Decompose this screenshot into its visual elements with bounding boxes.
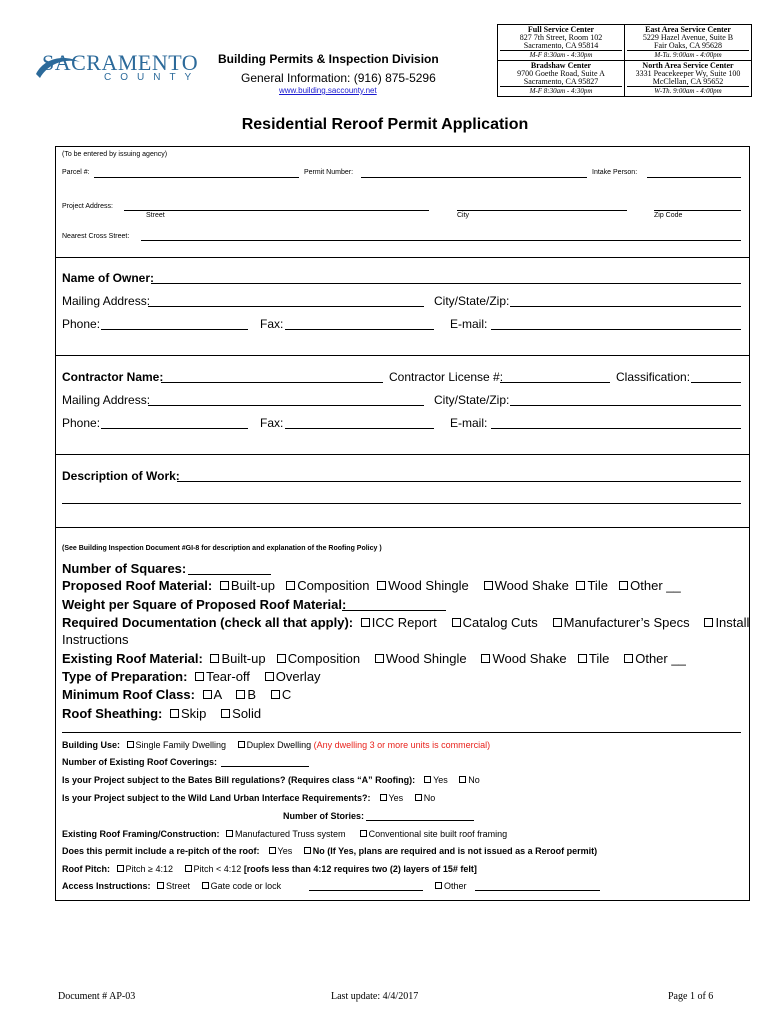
wildland-yes-checkbox[interactable] [380,794,387,801]
min-class-row [62,687,291,702]
prep-opt-label: Tear-off [206,669,250,684]
weight-label: Weight per Square of Proposed Roof Material: [62,597,347,612]
prep-overlay-checkbox[interactable] [265,672,274,681]
contractor-fax-field[interactable] [285,428,434,429]
proposed-opt-label: Tile [587,578,608,593]
squares-field[interactable] [188,574,271,575]
owner-phone-label: Phone: [62,317,101,331]
section-divider [55,257,750,258]
website-link[interactable]: www.building.saccounty.net [279,86,377,95]
required-doc-row [62,615,749,630]
agency-note: (To be entered by issuing agency) [62,151,168,158]
owner-email-field[interactable] [491,329,741,330]
owner-csz-label: City/State/Zip: [434,294,510,308]
existing-opt-label: Composition [287,651,361,666]
permit-field[interactable] [361,177,587,178]
county-logo [34,48,201,88]
access-other-checkbox[interactable] [435,882,442,889]
bates-no-checkbox[interactable] [459,776,466,783]
proposed-opt-label: Other __ [630,578,681,593]
framing-opt-label: Manufactured Truss system [235,829,346,839]
proposed-composition-checkbox[interactable] [286,581,295,590]
proposed-other-checkbox[interactable] [619,581,628,590]
roofing-policy-note: (See Building Inspection Document #GI-8 for description and explanation of the Roofing Policy ) [62,545,382,552]
weight-field[interactable] [342,610,446,611]
required-opt-label: ICC Report [371,615,437,630]
contractor-license-label: Contractor License #: [389,370,504,384]
work-description-field-1[interactable] [177,481,741,482]
section-divider [55,355,750,356]
owner-fax-label: Fax: [260,317,284,331]
access-gate-checkbox[interactable] [202,882,209,889]
required-install-checkbox[interactable] [704,618,713,627]
building-use-row [62,740,490,750]
proposed-material-label: Proposed Roof Material: [62,578,213,593]
contractor-csz-label: City/State/Zip: [434,393,510,407]
sheathing-solid-checkbox[interactable] [221,709,230,718]
street-caption: Street [146,212,165,219]
page-number: Page 1 of 6 [668,991,714,1002]
proposed-tile-checkbox[interactable] [576,581,585,590]
required-opt-label: Catalog Cuts [462,615,538,630]
form-frame [55,146,750,901]
required-doc-label: Required Documentation (check all that apply): [62,615,354,630]
framing-truss-checkbox[interactable] [226,830,233,837]
sheathing-row [62,706,261,721]
repitch-yes-checkbox[interactable] [269,847,276,854]
pitch-label: Roof Pitch: [62,864,110,874]
required-opt-label: Install [715,615,750,630]
bates-label: Is your Project subject to the Bates Bill regulations? (Requires class “A” Roofing): [62,775,416,785]
existing-composition-checkbox[interactable] [277,654,286,663]
proposed-opt-label: Composition [297,578,370,593]
access-opt-label: Street [166,881,191,891]
proposed-opt-label: Wood Shake [494,578,569,593]
access-opt-label: Other [444,881,467,891]
preparation-label: Type of Preparation: [62,669,188,684]
instructions-continued: Instructions [62,632,129,647]
center-full-service: Full Service Center 827 7th Street, Room 102 Sacramento, CA 95814 M-F 8:30am - 4:30pm [498,25,625,61]
class-a-checkbox[interactable] [203,690,212,699]
repitch-label: Does this permit include a re-pitch of the roof: [62,846,260,856]
document-number: Document # AP-03 [58,991,136,1002]
yes-label: Yes [433,775,448,785]
gate-code-field[interactable] [309,890,423,891]
division-title: Building Permits & Inspection Division [218,52,439,66]
classification-field[interactable] [691,382,741,383]
prep-opt-label: Overlay [275,669,321,684]
bates-yes-checkbox[interactable] [424,776,431,783]
existing-material-row [62,651,686,666]
access-row [62,881,281,891]
framing-conventional-checkbox[interactable] [360,830,367,837]
sheathing-opt-label: Solid [232,706,262,721]
existing-other-checkbox[interactable] [624,654,633,663]
class-c-checkbox[interactable] [271,690,280,699]
logo-sub-text: COUNTY [104,72,201,83]
required-icc-checkbox[interactable] [361,618,370,627]
required-specs-checkbox[interactable] [553,618,562,627]
min-class-label: Minimum Roof Class: [62,687,195,702]
contractor-name-label: Contractor Name: [62,370,164,384]
project-address-label: Project Address: [62,203,113,210]
required-opt-label: Manufacturer’s Specs [563,615,690,630]
existing-material-label: Existing Roof Material: [62,651,203,666]
preparation-row [62,669,321,684]
section-divider [55,527,750,528]
existing-opt-label: Built-up [221,651,266,666]
class-b-checkbox[interactable] [236,690,245,699]
bates-row [62,775,480,785]
owner-csz-field[interactable] [510,306,741,307]
general-info: General Information: (916) 875-5296 [241,71,436,85]
owner-email-label: E-mail: [450,317,488,331]
center-east-area: East Area Service Center 5229 Hazel Avenue, Suite B Fair Oaks, CA 95628 M-Tu. 9:00am - 4:00pm [625,25,752,61]
contractor-csz-field[interactable] [510,405,741,406]
contractor-name-field[interactable] [161,382,383,383]
proposed-opt-label: Wood Shingle [388,578,469,593]
commercial-note: (Any dwelling 3 or more units is commercial) [313,740,491,750]
existing-tile-checkbox[interactable] [578,654,587,663]
wildland-no-checkbox[interactable] [415,794,422,801]
parcel-label: Parcel #: [62,169,90,176]
access-label: Access Instructions: [62,881,151,891]
required-catalog-checkbox[interactable] [452,618,461,627]
use-duplex-checkbox[interactable] [238,741,245,748]
wildland-row [62,793,435,803]
classification-label: Classification: [616,370,691,384]
class-opt-label: C [281,687,292,702]
proposed-material-row [62,578,681,593]
existing-opt-label: Tile [588,651,610,666]
project-zip-field[interactable] [654,210,741,211]
project-city-field[interactable] [457,210,627,211]
city-caption: City [457,212,470,219]
permit-label: Permit Number: [304,169,354,176]
work-description-label: Description of Work: [62,469,180,483]
no-label: No [468,775,480,785]
contractor-email-label: E-mail: [450,416,488,430]
work-description-field-2[interactable] [62,503,741,504]
stories-label: Number of Stories: [283,811,365,821]
owner-fax-field[interactable] [285,329,434,330]
cross-street-field[interactable] [141,240,741,241]
pitch-row [62,864,477,874]
owner-name-label: Name of Owner: [62,271,155,285]
contractor-mailing-field[interactable] [148,405,424,406]
service-centers-table [497,24,752,97]
use-opt-label: Single Family Dwelling [135,740,227,750]
pitch-opt-label: Pitch ≥ 4:12 [125,864,173,874]
building-use-label: Building Use: [62,740,120,750]
contractor-email-field[interactable] [491,428,741,429]
framing-row [62,829,507,839]
project-street-field[interactable] [124,210,429,211]
contractor-fax-label: Fax: [260,416,284,430]
existing-opt-label: Other __ [635,651,686,666]
pitch-gte-checkbox[interactable] [117,865,124,872]
wildland-label: Is your Project subject to the Wild Land Urban Interface Requirements?: [62,793,371,803]
existing-builtup-checkbox[interactable] [210,654,219,663]
use-opt-label: Duplex Dwelling [246,740,312,750]
sheathing-label: Roof Sheathing: [62,706,163,721]
no-label: No [423,793,436,803]
use-sfd-checkbox[interactable] [127,741,134,748]
logo-main-text: SACRAMENTO [42,50,199,75]
sheathing-skip-checkbox[interactable] [170,709,179,718]
existing-wood-shake-checkbox[interactable] [481,654,490,663]
last-update: Last update: 4/4/2017 [331,991,419,1002]
framing-opt-label: Conventional site built roof framing [368,829,508,839]
proposed-builtup-checkbox[interactable] [220,581,229,590]
pitch-opt-label: Pitch < 4:12 [193,864,242,874]
squares-label: Number of Squares: [62,561,187,576]
repitch-row [62,846,597,856]
sheathing-opt-label: Skip [181,706,207,721]
coverings-field[interactable] [221,766,309,767]
class-opt-label: B [247,687,257,702]
class-opt-label: A [213,687,222,702]
existing-opt-label: Wood Shake [492,651,567,666]
pitch-note: [roofs less than 4:12 requires two (2) layers of 15# felt] [243,864,477,874]
owner-mailing-field[interactable] [148,306,424,307]
contractor-phone-label: Phone: [62,416,101,430]
existing-opt-label: Wood Shingle [385,651,467,666]
parcel-field[interactable] [94,177,299,178]
contractor-mailing-label: Mailing Address: [62,393,151,407]
owner-phone-field[interactable] [101,329,248,330]
proposed-opt-label: Built-up [230,578,275,593]
access-other-group [431,881,467,891]
center-north-area: North Area Service Center 3331 Peacekeeper Wy, Suite 100 McClellan, CA 95652 W-Th. 9:00am - 4:00pm [625,61,752,97]
pitch-lt-checkbox[interactable] [185,865,192,872]
proposed-wood-shingle-checkbox[interactable] [377,581,386,590]
existing-wood-shingle-checkbox[interactable] [375,654,384,663]
intake-field[interactable] [647,177,741,178]
owner-mailing-label: Mailing Address: [62,294,151,308]
prep-tearoff-checkbox[interactable] [195,672,204,681]
access-other-field[interactable] [475,890,600,891]
access-street-checkbox[interactable] [157,882,164,889]
contractor-phone-field[interactable] [101,428,248,429]
center-bradshaw: Bradshaw Center 9700 Goethe Road, Suite A Sacramento, CA 95827 M-F 8:30am - 4:30pm [498,61,625,97]
section-divider [62,732,741,733]
owner-name-field[interactable] [151,283,741,284]
framing-label: Existing Roof Framing/Construction: [62,829,220,839]
access-opt-label: Gate code or lock [210,881,282,891]
proposed-wood-shake-checkbox[interactable] [484,581,493,590]
contractor-license-field[interactable] [500,382,610,383]
repitch-no-label: No (If Yes, plans are required and is not issued as a Reroof permit) [312,846,598,856]
section-divider [55,454,750,455]
page-title: Residential Reroof Permit Application [241,116,529,133]
cross-street-label: Nearest Cross Street: [62,233,130,240]
yes-label: Yes [388,793,404,803]
repitch-no-checkbox[interactable] [304,847,311,854]
coverings-label: Number of Existing Roof Coverings: [62,757,218,767]
intake-label: Intake Person: [592,169,638,176]
stories-field[interactable] [366,820,474,821]
yes-label: Yes [277,846,293,856]
zip-caption: Zip Code [654,212,683,219]
